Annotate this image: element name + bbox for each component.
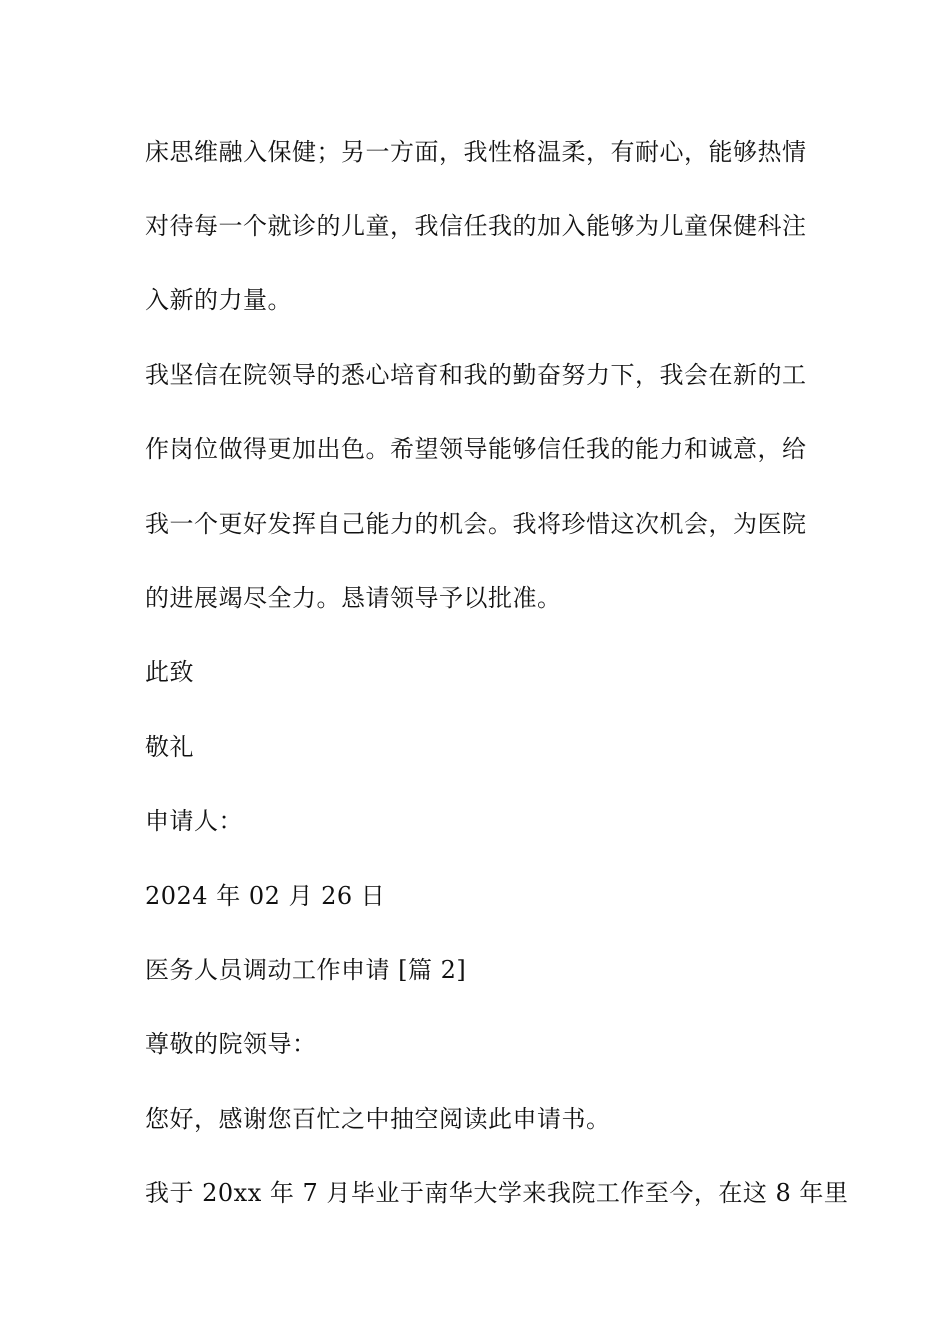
closing-regards: 敬礼 xyxy=(145,733,194,761)
section-title: 医务人员调动工作申请 [篇 2] xyxy=(145,956,467,984)
body-text-line: 对待每一个就诊的儿童，我信任我的加入能够为儿童保健科注 xyxy=(145,212,807,240)
date-line: 2024 年 02 月 26 日 xyxy=(145,882,386,910)
body-text-line: 您好，感谢您百忙之中抽空阅读此申请书。 xyxy=(145,1105,611,1133)
body-text-line: 我坚信在院领导的悉心培育和我的勤奋努力下，我会在新的工 xyxy=(145,361,807,389)
applicant-label: 申请人： xyxy=(145,807,243,835)
body-text-line: 入新的力量。 xyxy=(145,286,292,314)
body-text-line: 床思维融入保健；另一方面，我性格温柔，有耐心，能够热情 xyxy=(145,138,807,166)
body-text-line: 作岗位做得更加出色。希望领导能够信任我的能力和诚意，给 xyxy=(145,435,807,463)
body-text-line: 我于 20xx 年 7 月毕业于南华大学来我院工作至今，在这 8 年里 xyxy=(145,1179,849,1207)
closing-salutation: 此致 xyxy=(145,658,194,686)
greeting-line: 尊敬的院领导： xyxy=(145,1030,317,1058)
body-text-line: 我一个更好发挥自己能力的机会。我将珍惜这次机会，为医院 xyxy=(145,510,807,538)
body-text-line: 的进展竭尽全力。恳请领导予以批准。 xyxy=(145,584,562,612)
